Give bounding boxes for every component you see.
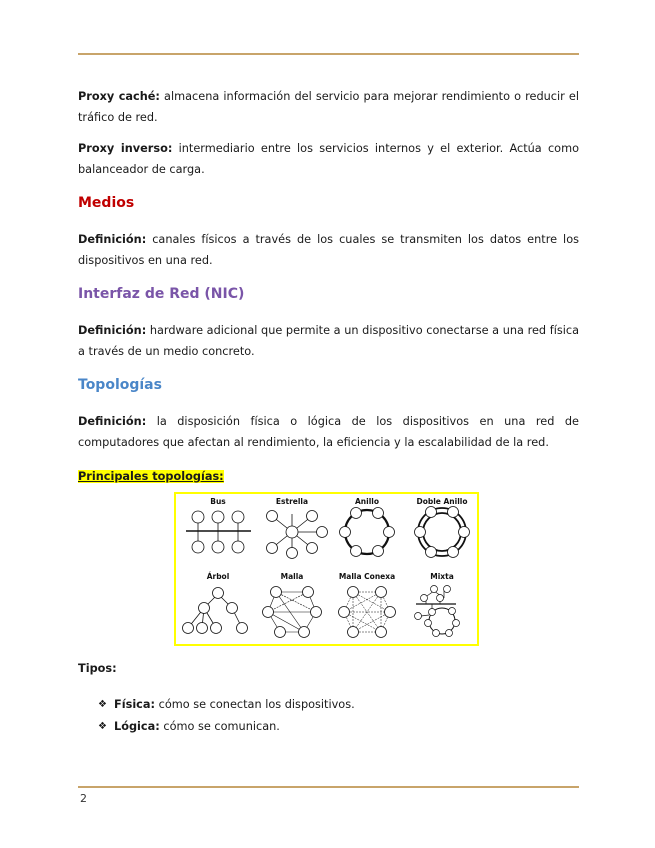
label-arbol: Árbol: [206, 572, 230, 581]
ring-topology: [340, 508, 395, 557]
full-mesh-topology: [339, 587, 396, 638]
label-doble-anillo: Doble Anillo: [416, 497, 468, 506]
fisica-text: cómo se conectan los dispositivos.: [155, 698, 355, 711]
label-bus: Bus: [210, 497, 226, 506]
tipos-list: [98, 694, 355, 738]
label-mixta: Mixta: [430, 572, 454, 581]
topologias-heading: Topologías: [78, 377, 162, 393]
fisica-term: Física:: [114, 698, 156, 711]
topologias-definition: [78, 411, 579, 453]
tree-topology: [183, 588, 248, 634]
proxy-cache-text: almacena información del servicio para mejorar rendimiento o reducir el tráfico de red.: [78, 90, 579, 124]
medios-text: canales físicos a través de los cuales se transmiten los datos entre los dispositivos en una red.: [78, 233, 579, 267]
diamond-bullet-icon: ❖: [98, 721, 107, 732]
proxy-inverso-text: intermediario entre los servicios internos y el exterior. Actúa como balanceador de carga.: [78, 142, 579, 176]
label-estrella: Estrella: [275, 497, 309, 506]
nic-term: Definición:: [78, 324, 147, 337]
tipos-title: Tipos:: [78, 662, 117, 675]
medios-term: Definición:: [78, 233, 147, 246]
list-item: [98, 694, 355, 716]
topologies-diagram: [176, 494, 477, 644]
list-item: [98, 716, 355, 738]
diamond-bullet-icon: ❖: [98, 699, 107, 710]
page-number: 2: [80, 792, 87, 805]
nic-heading: Interfaz de Red (NIC): [78, 286, 245, 302]
medios-heading: Medios: [78, 195, 135, 211]
double-ring-topology: [415, 507, 470, 558]
proxy-inverso-term: Proxy inverso:: [78, 142, 173, 155]
nic-text: hardware adicional que permite a un dispositivo conectarse a una red física a través de un medio concreto.: [78, 324, 579, 358]
topologias-term: Definición:: [78, 415, 147, 428]
medios-definition: [78, 229, 579, 271]
logica-term: Lógica:: [114, 720, 160, 733]
header-rule: [78, 53, 579, 55]
proxy-inverso-paragraph: [78, 138, 579, 180]
label-anillo: Anillo: [354, 497, 380, 506]
nic-definition: [78, 320, 579, 362]
label-malla: Malla: [280, 572, 304, 581]
page-body: [78, 86, 579, 487]
topologias-text: la disposición física o lógica de los dispositivos en una red de computadores que afectan al rendimiento, la eficiencia y la escalabilidad de la red.: [78, 415, 579, 449]
topologies-figure: [174, 492, 479, 646]
proxy-cache-paragraph: [78, 86, 579, 128]
logica-text: cómo se comunican.: [159, 720, 280, 733]
label-malla-conexa: Malla Conexa: [338, 572, 396, 581]
principales-topologias-label: Principales topologías:: [78, 470, 224, 483]
footer-rule: [78, 786, 579, 788]
mesh-topology: [263, 587, 322, 638]
hybrid-topology: [415, 586, 460, 637]
bus-topology: [186, 511, 251, 553]
star-topology: [267, 511, 328, 559]
proxy-cache-term: Proxy caché:: [78, 90, 160, 103]
